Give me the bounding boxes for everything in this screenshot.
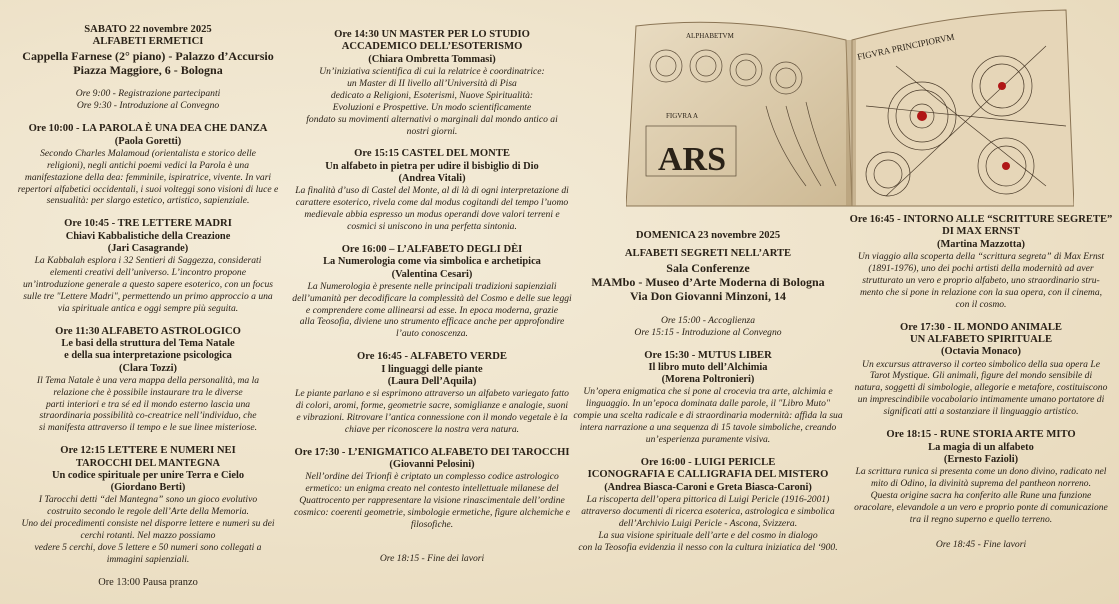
day2-venue2: MAMbo - Museo d’Arte Moderna di Bologna <box>591 275 825 290</box>
talk-time: Ore 15:15 CASTEL DEL MONTE <box>354 148 510 160</box>
lunch-break: Ore 13:00 Pausa pranzo <box>98 576 198 588</box>
talk-speaker: (Jari Casagrande) <box>107 242 189 254</box>
talk-subtitle: I linguaggi delle piante <box>381 363 483 375</box>
talk-desc: attraverso documenti di ricerca esoterica, astrologica e simbolica <box>581 505 835 517</box>
talk-time: Ore 18:15 - RUNE STORIA ARTE MITO <box>886 429 1076 441</box>
talk-time: Ore 16:45 - INTORNO ALLE “SCRITTURE SEGRETE” <box>849 214 1113 225</box>
talk-desc: via spirituale antica e oggi sempre più seguita. <box>57 302 239 314</box>
talk-desc: parti interiori e tra sé ed il mondo esterno lascia una <box>45 398 251 410</box>
day1-date: SABATO 22 novembre 2025 <box>84 24 212 35</box>
talk-subtitle: Un alfabeto in pietra per udire il bisbiglio di Dio <box>325 160 539 172</box>
talk-8 <box>284 351 580 435</box>
talk-desc: dedicato a Religioni, Esoterismi, Nuove Spiritualità: <box>330 89 534 101</box>
talk-desc: La finalità d’uso di Castel del Monte, al di là di ogni interpretazione di <box>295 185 569 197</box>
talk-desc: Il Tema Natale è una vera mappa della personalità, ma la <box>36 374 260 386</box>
ars-text: ARS <box>658 141 727 178</box>
talk-desc: (1891-1976), uno dei pochi artisti della modernità ad aver <box>868 262 1094 274</box>
talk-desc: oracolare, elevandole a un vero e proprio ponte di comunicazione <box>854 501 1108 513</box>
talk-desc: dell’umanità per decodificare la complessità del Cosmo e delle sue leggi <box>292 292 572 304</box>
talk-desc: nostri giorni. <box>406 125 458 137</box>
talk-desc: intera narrazione a una sequenza di 15 tavole simboliche, creando <box>579 422 837 434</box>
talk-desc: linguaggio. In un’epoca dominata dalle parole, il "Libro Muto" <box>586 398 830 410</box>
talk-desc: filosofiche. <box>410 518 454 530</box>
talk-time: Ore 17:30 - IL MONDO ANIMALE <box>900 321 1062 333</box>
talk-desc: strutturato un vero e proprio alfabeto, uno straordinario stru- <box>862 274 1100 286</box>
talk-5 <box>284 29 580 137</box>
talk-14 <box>846 429 1116 525</box>
day1-venue1: Cappella Farnese (2° piano) - Palazzo d’Accursio <box>22 48 274 63</box>
talk-desc: Uno dei procedimenti consiste nel disporre lettere e numeri su dei <box>21 518 275 530</box>
talk-desc: compie una scelta radicale e di straordinaria modernità: affida la sua <box>573 410 843 422</box>
talk-desc: e comprendere come allinearsi ad esse. In epoca moderna, grazie <box>305 304 559 316</box>
talk-time: Ore 11:30 ALFABETO ASTROLOGICO <box>55 325 241 337</box>
talk-desc: un imprescindibile vocabolario intimamente umano portatore di <box>857 394 1105 406</box>
talk-speaker: (Andrea Biasca-Caroni e Greta Biasca-Caroni) <box>604 481 812 493</box>
talk-desc: medievale abbia espresso un modus operandi dove valori terreni e <box>304 209 560 221</box>
column-saturday-morning <box>8 24 288 589</box>
talk-desc: manifestazione della dea: femminile, ispiratrice, vivente. In vari <box>24 171 272 183</box>
book-svg <box>626 6 1074 208</box>
column-sunday-first <box>560 230 856 553</box>
talk-desc: repertori alfabetici occidentali, i suoi volteggi sono visioni di luce e <box>17 183 279 195</box>
talk-desc: religioni), negli antichi poemi vedici la Parola è una <box>46 159 250 171</box>
talk-time: Ore 12:15 LETTERE E NUMERI NEI <box>60 445 236 457</box>
talk-desc: fondato su movimenti alternativi o marginali dal mondo antico ai <box>306 113 558 125</box>
sunday-end: Ore 18:45 - Fine lavori <box>935 539 1027 551</box>
caption-figura-a: FIGVRA A <box>666 112 699 120</box>
talk-desc: cosmico: coerenti geometrie, simbologie ermetiche, figure alchemiche e <box>293 507 571 518</box>
day2-venue1: Sala Conferenze <box>666 260 750 275</box>
talk-desc: La sua visione spirituale dell’arte e del cosmo in dialogo <box>598 529 818 541</box>
talk-desc: un’esperienza puramente visiva. <box>645 433 771 445</box>
talk-desc: La Kabbalah esplora i 32 Sentieri di Saggezza, considerati <box>34 255 262 267</box>
talk-speaker: (Martina Mazzotta) <box>937 238 1025 250</box>
talk-speaker: (Chiara Ombretta Tommasi) <box>368 53 496 65</box>
talk-desc: mito di Odino, la divinità suprema del pantheon norreno. <box>871 477 1091 489</box>
talk-subtitle: TAROCCHI DEL MANTEGNA <box>75 457 221 469</box>
talk-desc: La riscoperta dell’opera pittorica di Luigi Pericle (1916-2001) <box>586 493 830 505</box>
talk-desc: I Tarocchi detti “del Mantegna” sono un gioco evolutivo <box>38 494 258 506</box>
talk-speaker: (Giovanni Pelosini) <box>389 459 475 471</box>
talk-desc: mento che si pone in relazione con la sua opera, con il cinema, <box>859 286 1103 298</box>
talk-desc: l’auto conoscenza. <box>396 328 468 340</box>
talk-desc: Un excursus attraverso il corteo simbolico della sua opera Le <box>862 358 1100 370</box>
talk-desc: significati atti a sostanziare il linguaggio artistico. <box>883 406 1079 418</box>
talk-time: Ore 10:45 - TRE LETTERE MADRI <box>64 218 232 230</box>
talk-desc: La scrittura runica si presenta come un dono divino, radicato nel <box>855 465 1107 477</box>
talk-2 <box>8 218 288 314</box>
talk-subtitle: La magia di un alfabeto <box>928 441 1034 453</box>
talk-speaker: (Giordano Berti) <box>110 482 186 494</box>
talk-speaker: (Laura Dell’Aquila) <box>387 375 477 387</box>
caption-alphabetum: ALPHABETVM <box>686 32 734 40</box>
talk-desc: tra il regno superno e quello terreno. <box>909 513 1053 525</box>
talk-desc: e vibrazioni. Ritrovare l’antica connessione con il mondo vegetale è la <box>296 411 568 423</box>
talk-time: Ore 16:45 - ALFABETO VERDE <box>357 351 507 363</box>
talk-desc: Un’iniziativa scientifica di cui la relatrice è coordinatrice: <box>319 66 545 78</box>
talk-desc: relazione che è possibile instaurare tra le diverse <box>53 386 243 398</box>
caption-figura-principiorum: FIGVRA PRINCIPIORVM <box>856 31 956 62</box>
column-sunday-second <box>846 214 1116 551</box>
talk-desc: Questa origine sacra ha conferito alle Rune una funzione <box>870 489 1092 501</box>
talk-speaker: (Clara Tozzi) <box>118 362 177 374</box>
talk-desc: costruito secondo le regole dell’Arte della Memoria. <box>47 506 249 518</box>
talk-desc: un Master di II livello all’Università di Pisa <box>347 77 517 89</box>
saturday-end: Ore 18:15 - Fine dei lavori <box>379 552 485 564</box>
talk-desc: Nell’ordine dei Trionfi è criptato un complesso codice astrologico <box>305 471 559 483</box>
talk-speaker: (Ernesto Fazioli) <box>943 453 1019 465</box>
talk-desc: sensualità: per slargo estetico, artistico, sapienziale. <box>46 195 250 207</box>
talk-subtitle: UN ALFABETO SPIRITUALE <box>909 333 1053 345</box>
day2-title: ALFABETI SEGRETI NELL’ARTE <box>624 248 792 260</box>
day2-intro: Ore 15:15 - Introduzione al Convegno <box>634 326 782 338</box>
ars-book-illustration <box>626 6 1074 208</box>
talk-speaker: (Paola Goretti) <box>114 135 182 147</box>
talk-7 <box>284 244 580 340</box>
talk-time: Ore 15:30 - MUTUS LIBER <box>644 349 772 361</box>
talk-desc: con il cosmo. <box>955 298 1007 310</box>
talk-desc: La Numerologia è presente nelle principali tradizioni sapienziali <box>307 280 557 292</box>
talk-desc: elementi creativi dell’universo. L’incontro propone <box>49 267 246 279</box>
column-saturday-afternoon <box>284 29 580 565</box>
talk-4 <box>8 445 288 565</box>
talk-desc: vedere 5 cerchi, dove 5 lettere e 50 numeri sono collegati a <box>34 541 262 553</box>
day2-venue3: Via Don Giovanni Minzoni, 14 <box>630 289 786 304</box>
talk-11 <box>560 457 856 554</box>
talk-speaker: (Andrea Vitali) <box>398 173 466 185</box>
talk-desc: alla Teosofia, diviene uno strumento efficace anche per approfondire <box>299 316 565 328</box>
talk-subtitle: La Numerologia come via simbolica e archetipica <box>323 256 541 268</box>
talk-speaker: (Morena Poltronieri) <box>661 374 755 386</box>
talk-subtitle: ACCADEMICO DELL’ESOTERISMO <box>341 41 523 53</box>
talk-desc: Tarot Mystique. Gli animali, figure del mondo sensibile di <box>869 370 1093 382</box>
talk-desc: dell’Archivio Luigi Pericle - Ascona, Svizzera. <box>618 517 798 529</box>
talk-desc: Un viaggio alla scoperta della “scrittura segreta” di Max Ernst <box>857 251 1105 263</box>
talk-6 <box>284 148 580 232</box>
talk-13 <box>846 322 1116 419</box>
talk-desc: chiave per riconoscere la nostra vera natura. <box>344 423 520 435</box>
talk-10 <box>560 350 856 446</box>
talk-desc: cosmici si uniscono in una perfetta sintonia. <box>347 220 517 232</box>
talk-1 <box>8 123 288 207</box>
talk-desc: natura, soggetti di simbologie, allegorie e metafore, costituiscono <box>854 382 1108 394</box>
talk-3 <box>8 326 288 435</box>
talk-desc: si manifesta attraverso il tempo e le sue linee misteriose. <box>39 422 257 434</box>
talk-desc: di colori, aromi, forme, geometrie sacre, somiglianze e analogie, suoni <box>295 399 569 411</box>
day1-venue2: Piazza Maggiore, 6 - Bologna <box>73 63 223 78</box>
day1-title: ALFABETI ERMETICI <box>92 36 204 48</box>
talk-subtitle: DI MAX ERNST <box>942 226 1020 238</box>
day2-welcome: Ore 15:00 - Accoglienza <box>660 314 756 326</box>
talk-time: Ore 14:30 UN MASTER PER LO STUDIO <box>334 29 530 40</box>
talk-desc: carattere esoterico, rivela come dal modus cogitandi del tempo l’uomo <box>295 197 569 209</box>
talk-time: Ore 10:00 - LA PAROLA È UNA DEA CHE DANZA <box>28 123 268 135</box>
talk-desc: Un’opera enigmatica che si pone al crocevia tra arte, alchimia e <box>583 386 833 398</box>
talk-12 <box>846 214 1116 311</box>
day1-intro: Ore 9:30 - Introduzione al Convegno <box>76 100 220 112</box>
talk-desc: un’introduzione generale a questo sapere esoterico, con un focus <box>22 278 273 290</box>
talk-desc: immagini sapienziali. <box>106 553 190 565</box>
talk-subtitle: ICONOGRAFIA E CALLIGRAFIA DEL MISTERO <box>587 469 829 481</box>
talk-desc: con la Teosofia evidenzia il nesso con la cultura iniziatica del ‘900. <box>578 541 838 553</box>
talk-desc: Secondo Charles Malamoud (orientalista e storico delle <box>40 147 256 159</box>
day2-date: DOMENICA 23 novembre 2025 <box>635 230 781 241</box>
talk-time: Ore 17:30 - L’ENIGMATICO ALFABETO DEI TAROCCHI <box>294 446 570 458</box>
talk-desc: Evoluzioni e Prospettive. Un modo scientificamente <box>332 101 532 113</box>
talk-9 <box>284 447 580 531</box>
talk-desc: sulle tre "Lettere Madri", permettendo un primo approccio a una <box>23 290 273 302</box>
talk-time: Ore 16:00 – L’ALFABETO DEGLI DÈI <box>341 243 523 255</box>
talk-subtitle: e della sua interpretazione psicologica <box>64 350 232 362</box>
talk-subtitle: Chiavi Kabbalistiche della Creazione <box>65 230 231 242</box>
talk-time: Ore 16:00 - LUIGI PERICLE <box>640 456 776 468</box>
talk-desc: straordinaria possibilità co-creatrice nell’individuo, che <box>39 410 257 422</box>
talk-subtitle: Il libro muto dell’Alchimia <box>648 361 768 373</box>
talk-desc: Quattrocento per rappresentare la visione rinascimentale dell’ordine <box>299 495 565 507</box>
talk-desc: ermetico: un enigma creato nel contesto intellettuale milanese del <box>305 483 559 495</box>
talk-desc: Le piante parlano e si esprimono attraverso un alfabeto variegato fatto <box>295 388 569 400</box>
talk-subtitle: Un codice spirituale per unire Terra e Cielo <box>51 469 245 481</box>
day1-registration: Ore 9:00 - Registrazione partecipanti <box>75 88 221 100</box>
talk-speaker: (Valentina Cesari) <box>391 268 473 280</box>
talk-desc: cerchi rotanti. Nel mazzo possiamo <box>80 529 216 541</box>
talk-speaker: (Octavia Monaco) <box>941 346 1021 358</box>
talk-subtitle: Le basi della struttura del Tema Natale <box>61 338 235 350</box>
